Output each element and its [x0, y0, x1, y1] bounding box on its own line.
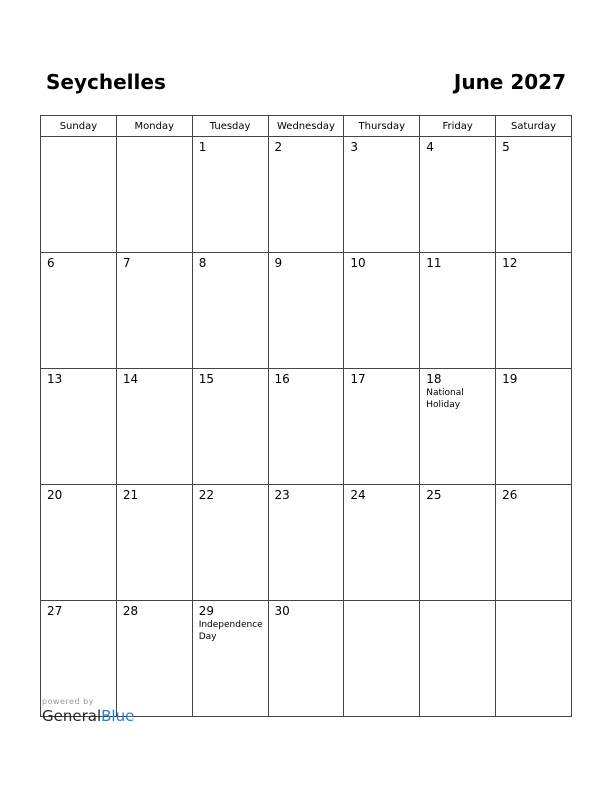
week-row [41, 485, 572, 601]
day-number: 4 [426, 140, 434, 154]
day-cell [344, 369, 420, 485]
country-title: Seychelles [46, 70, 166, 94]
day-cell [192, 369, 268, 485]
day-cell [496, 485, 572, 601]
weekday-header: Wednesday [268, 116, 344, 137]
day-number: 25 [426, 488, 442, 502]
weekday-header: Friday [420, 116, 496, 137]
day-number: 7 [122, 256, 131, 270]
day-cell [496, 253, 572, 369]
day-cell [268, 369, 344, 485]
day-number: 8 [198, 256, 207, 270]
day-number: 3 [350, 140, 359, 154]
day-number: 13 [47, 372, 63, 386]
day-number: 26 [502, 488, 518, 502]
day-cell [496, 601, 572, 717]
holiday-label: Independence Day [198, 620, 263, 642]
day-cell [420, 485, 496, 601]
day-number: 23 [274, 488, 290, 502]
day-number: 24 [350, 488, 366, 502]
day-cell [41, 485, 117, 601]
day-cell [344, 137, 420, 253]
day-number: 1 [198, 140, 207, 154]
month-year-title: June 2027 [453, 70, 566, 94]
day-number: 20 [47, 488, 63, 502]
powered-by-text: powered by [42, 697, 94, 706]
weekday-header: Sunday [41, 116, 117, 137]
day-cell [420, 601, 496, 717]
day-number: 16 [274, 372, 290, 386]
day-cell [116, 253, 192, 369]
day-cell [192, 485, 268, 601]
day-number: 14 [122, 372, 139, 386]
brand-general: General [42, 707, 102, 725]
day-number: 17 [350, 372, 366, 386]
week-row [41, 253, 572, 369]
day-number: 9 [274, 256, 283, 270]
day-number: 12 [502, 256, 518, 270]
day-number: 28 [122, 604, 139, 618]
day-cell [268, 253, 344, 369]
day-number: 21 [122, 488, 139, 502]
day-cell [41, 369, 117, 485]
day-number: 11 [426, 256, 442, 270]
week-row [41, 137, 572, 253]
day-number: 27 [47, 604, 63, 618]
day-number: 30 [274, 604, 290, 618]
day-cell [496, 137, 572, 253]
day-number: 22 [198, 488, 214, 502]
generalblue-logo[interactable] [42, 707, 134, 725]
weekday-header: Tuesday [192, 116, 268, 137]
weekday-header: Saturday [496, 116, 572, 137]
day-number: 18 [426, 372, 442, 386]
day-number: 6 [47, 256, 55, 270]
holiday-label: National Holiday [426, 388, 464, 410]
day-cell [268, 137, 344, 253]
day-cell [420, 137, 496, 253]
day-cell [41, 137, 117, 253]
weekday-header: Thursday [344, 116, 420, 137]
day-number: 15 [198, 372, 214, 386]
day-number: 10 [350, 256, 366, 270]
day-number: 29 [198, 604, 214, 618]
day-cell [192, 601, 268, 717]
day-number: 2 [274, 140, 283, 154]
footer-branding [42, 697, 134, 725]
day-cell [344, 485, 420, 601]
weekday-header: Monday [116, 116, 192, 137]
brand-blue: Blue [101, 707, 135, 725]
day-cell [420, 369, 496, 485]
day-cell [268, 601, 344, 717]
day-cell [41, 253, 117, 369]
day-cell [116, 369, 192, 485]
day-cell [116, 485, 192, 601]
day-cell [344, 253, 420, 369]
weekday-header-row [41, 116, 572, 137]
day-cell [192, 253, 268, 369]
day-cell [496, 369, 572, 485]
calendar-grid [40, 115, 572, 717]
day-cell [420, 253, 496, 369]
day-cell [192, 137, 268, 253]
week-row [41, 369, 572, 485]
day-cell [116, 137, 192, 253]
day-number: 5 [502, 140, 510, 154]
day-cell [268, 485, 344, 601]
day-cell [344, 601, 420, 717]
day-number: 19 [502, 372, 518, 386]
